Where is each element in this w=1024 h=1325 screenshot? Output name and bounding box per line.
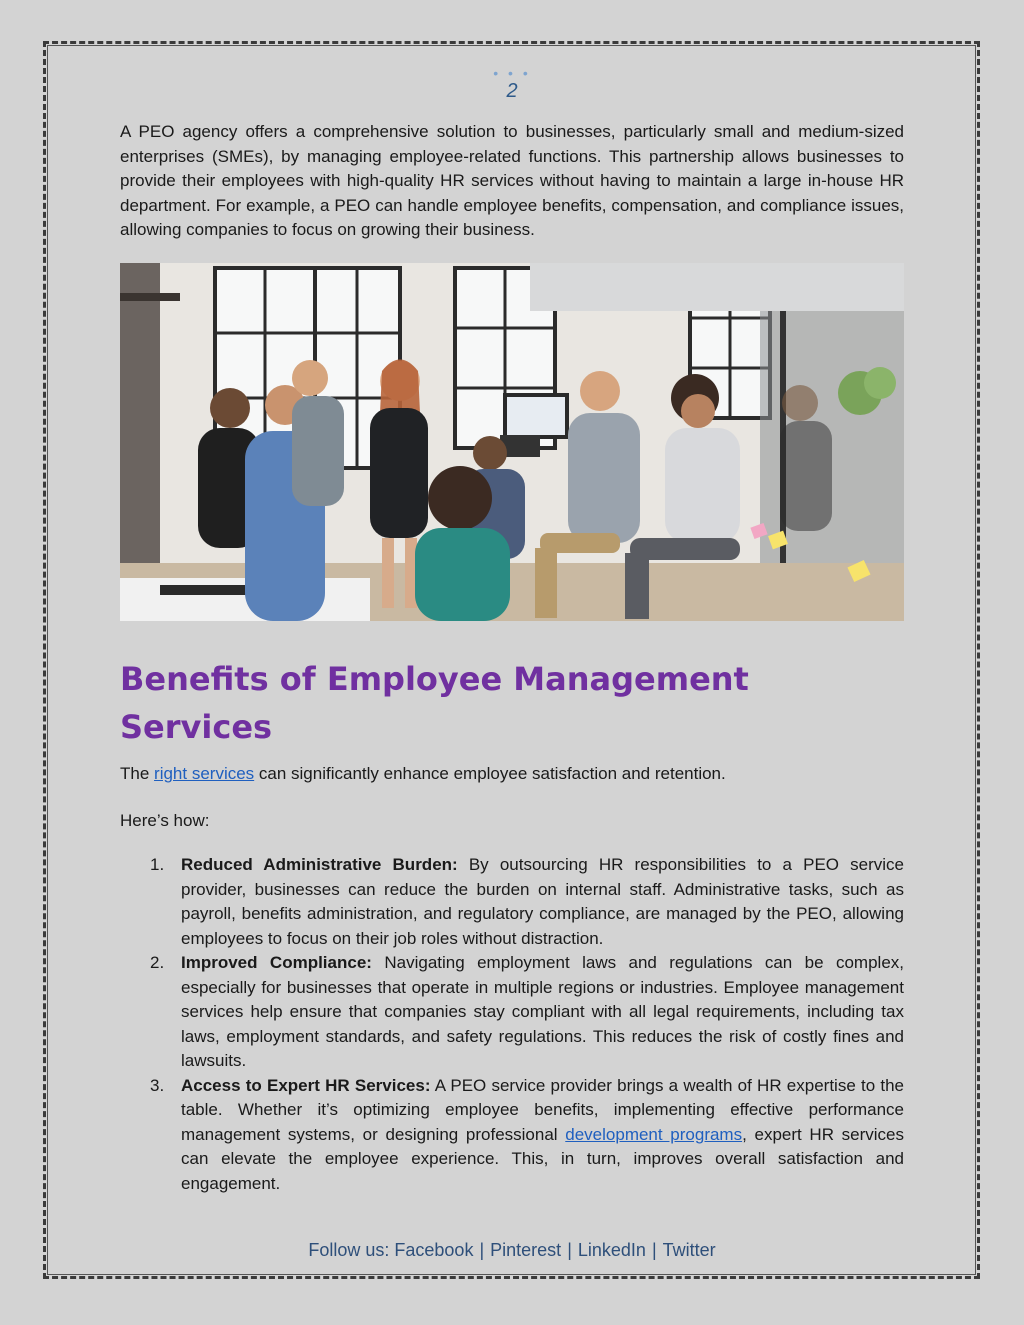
list-item (120, 951, 904, 1074)
footer-link-facebook[interactable]: Facebook (394, 1240, 474, 1260)
list-item-number: 3. (150, 1075, 165, 1095)
list-item-number: 2. (150, 953, 165, 972)
footer-separator: | (651, 1240, 657, 1260)
services-sentence-before: The (120, 764, 155, 783)
right-services-link[interactable]: right services (154, 764, 255, 783)
services-sentence-after: can significantly enhance employee satisfaction and retention. (254, 764, 726, 783)
office-team-photo-illustration (120, 263, 904, 621)
list-item-text-after: , expert HR services can elevate the employee experience. This, in turn, improves overall satisfaction and engagement. (181, 1124, 905, 1193)
list-item-text: By outsourcing HR responsibilities to a PEO service provider, businesses can reduce the burden on internal staff. Administrative tasks, such as payroll, benefits administration, and regulatory compliance, are managed by the PEO, allowing employees to focus on their job roles without distraction. (181, 855, 904, 948)
footer-separator: | (567, 1240, 572, 1260)
footer-prefix: Follow us: (308, 1240, 395, 1260)
list-item-number: 1. (150, 855, 165, 874)
footer-link-twitter[interactable]: Twitter (662, 1240, 716, 1260)
services-sentence (120, 764, 904, 784)
intro-paragraph: A PEO agency offers a comprehensive solution to businesses, particularly small and medium-sized enterprises (SMEs), by managing employee-related functions. This partnership allows businesses to provide their employees with high-quality HR services without having to maintain a large in-house HR department. For example, a PEO can handle employee benefits, compensation, and compliance issues, allowing companies to focus on growing their business. (120, 122, 904, 239)
list-item-title: Improved Compliance: (181, 953, 372, 972)
list-item (120, 1074, 904, 1197)
footer-separator: | (479, 1240, 485, 1260)
list-item-text: Navigating employment laws and regulations can be complex, especially for businesses that operate in multiple regions or industries. Employee management services help ensure that companies stay compliant with all legal requirements, including tax laws, employment standards, and safety regulations. This reduces the risk of costly fines and lawsuits. (181, 953, 904, 1070)
section-heading: Benefits of Employee Management Services (120, 660, 749, 746)
office-team-photo (120, 263, 904, 621)
benefits-list (120, 853, 904, 1196)
list-item (120, 853, 904, 951)
list-item-title: Reduced Administrative Burden: (181, 855, 458, 874)
page-ornament-dots: • • • (493, 65, 531, 81)
list-item-text-before: A PEO service provider brings a wealth of HR expertise to the table. Whether it’s optimizing employee benefits, implementing effective performance management systems, or designing professional (181, 1075, 905, 1144)
heres-how-label: Here’s how: (120, 811, 210, 830)
intro-section (120, 120, 904, 243)
page-number: 2 (506, 80, 518, 102)
footer-link-pinterest[interactable]: Pinterest (490, 1240, 562, 1260)
footer-social (0, 1240, 1024, 1261)
list-item-title: Access to Expert HR Services: (181, 1075, 431, 1095)
footer-link-linkedin[interactable]: LinkedIn (577, 1240, 646, 1260)
development-programs-link[interactable]: development programs (565, 1124, 743, 1144)
